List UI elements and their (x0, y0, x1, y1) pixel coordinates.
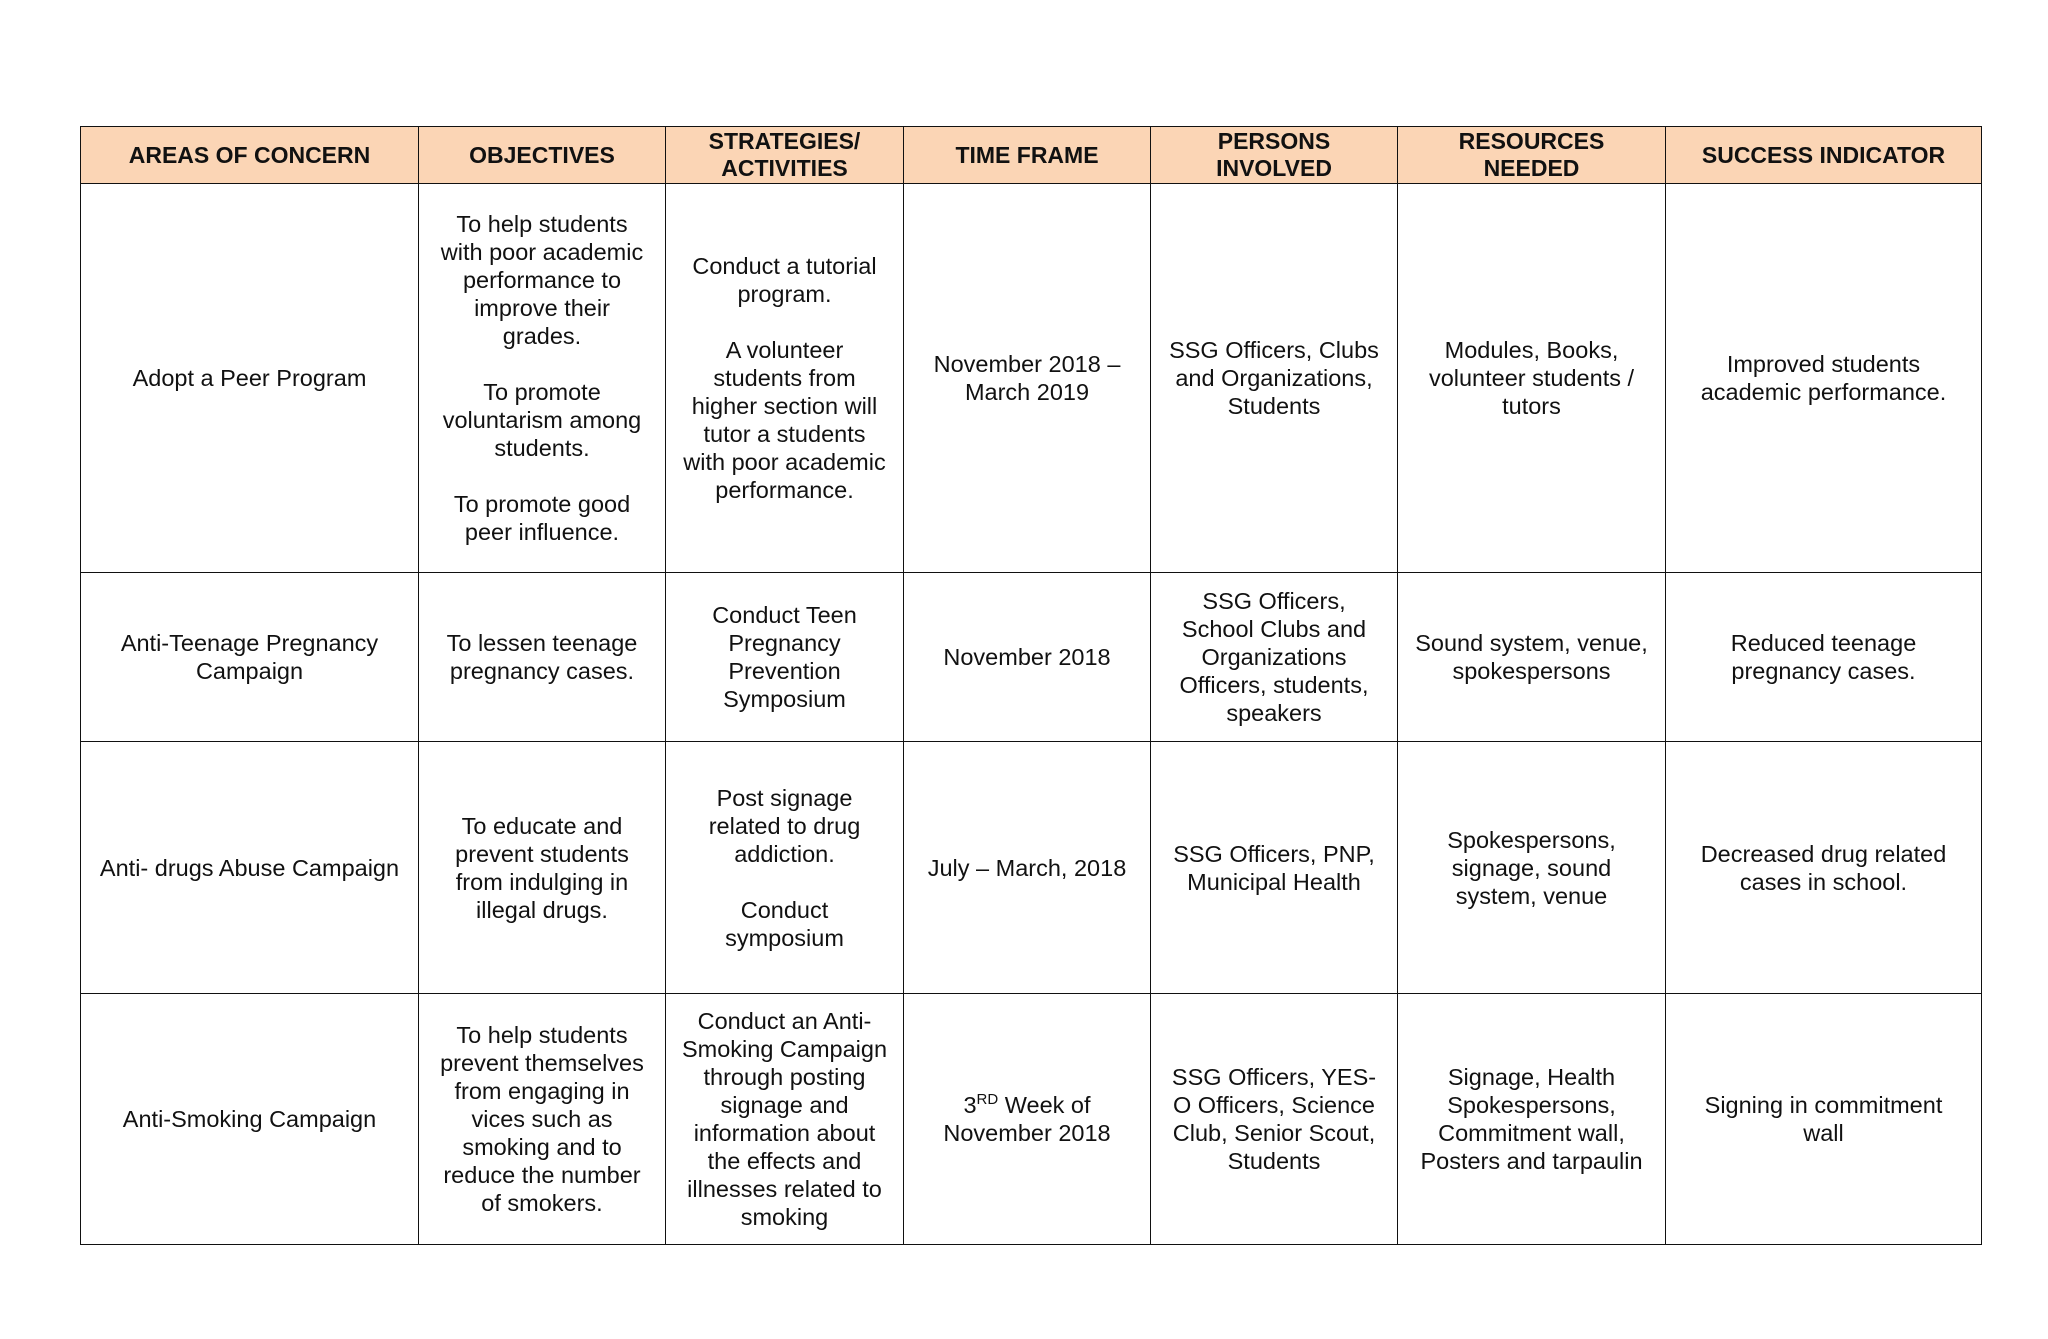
cell-objectives: To educate and prevent students from indulging in illegal drugs. (419, 742, 666, 994)
header-persons-involved: PERSONS INVOLVED (1151, 127, 1398, 184)
cell-area-of-concern: Anti-Smoking Campaign (81, 994, 419, 1245)
header-areas-of-concern: AREAS OF CONCERN (81, 127, 419, 184)
header-resources-needed: RESOURCES NEEDED (1398, 127, 1666, 184)
cell-area-of-concern: Anti- drugs Abuse Campaign (81, 742, 419, 994)
time-frame-rest: Week of November 2018 (943, 1092, 1111, 1146)
time-frame-number: 3 (963, 1092, 977, 1118)
table-row (81, 742, 1982, 994)
cell-success-indicator: Reduced teenage pregnancy cases. (1666, 573, 1982, 742)
cell-persons-involved: SSG Officers, PNP, Municipal Health (1151, 742, 1398, 994)
cell-persons-involved: SSG Officers, Clubs and Organizations, Students (1151, 184, 1398, 573)
cell-objectives: To help students prevent themselves from engaging in vices such as smoking and to reduce the number of smokers. (419, 994, 666, 1245)
cell-resources-needed: Signage, Health Spokespersons, Commitment wall, Posters and tarpaulin (1398, 994, 1666, 1245)
cell-time-frame: November 2018 (904, 573, 1151, 742)
cell-area-of-concern: Anti-Teenage Pregnancy Campaign (81, 573, 419, 742)
cell-persons-involved: SSG Officers, School Clubs and Organizations Officers, students, speakers (1151, 573, 1398, 742)
header-strategies-activities: STRATEGIES/ ACTIVITIES (666, 127, 904, 184)
cell-objectives: To lessen teenage pregnancy cases. (419, 573, 666, 742)
cell-success-indicator: Decreased drug related cases in school. (1666, 742, 1982, 994)
action-plan-table (80, 126, 1982, 1245)
cell-resources-needed: Sound system, venue, spokespersons (1398, 573, 1666, 742)
cell-resources-needed: Modules, Books, volunteer students / tutors (1398, 184, 1666, 573)
cell-resources-needed: Spokespersons, signage, sound system, venue (1398, 742, 1666, 994)
cell-strategies: Conduct an Anti- Smoking Campaign through posting signage and information about the effects and illnesses related to smoking (666, 994, 904, 1245)
table-row (81, 184, 1982, 573)
table-row (81, 994, 1982, 1245)
table-row (81, 573, 1982, 742)
cell-objectives: To help students with poor academic performance to improve their grades. To promote voluntarism among students. To promote good peer influence. (419, 184, 666, 573)
cell-time-frame: July – March, 2018 (904, 742, 1151, 994)
cell-success-indicator: Signing in commitment wall (1666, 994, 1982, 1245)
cell-area-of-concern: Adopt a Peer Program (81, 184, 419, 573)
time-frame-ordinal-suffix: RD (976, 1091, 999, 1108)
cell-persons-involved: SSG Officers, YES- O Officers, Science Club, Senior Scout, Students (1151, 994, 1398, 1245)
header-objectives: OBJECTIVES (419, 127, 666, 184)
cell-strategies: Conduct a tutorial program. A volunteer students from higher section will tutor a students with poor academic performance. (666, 184, 904, 573)
cell-strategies: Conduct Teen Pregnancy Prevention Symposium (666, 573, 904, 742)
cell-time-frame: November 2018 – March 2019 (904, 184, 1151, 573)
header-time-frame: TIME FRAME (904, 127, 1151, 184)
cell-success-indicator: Improved students academic performance. (1666, 184, 1982, 573)
header-success-indicator: SUCCESS INDICATOR (1666, 127, 1982, 184)
table-header-row (81, 127, 1982, 184)
cell-strategies: Post signage related to drug addiction. Conduct symposium (666, 742, 904, 994)
cell-time-frame (904, 994, 1151, 1245)
